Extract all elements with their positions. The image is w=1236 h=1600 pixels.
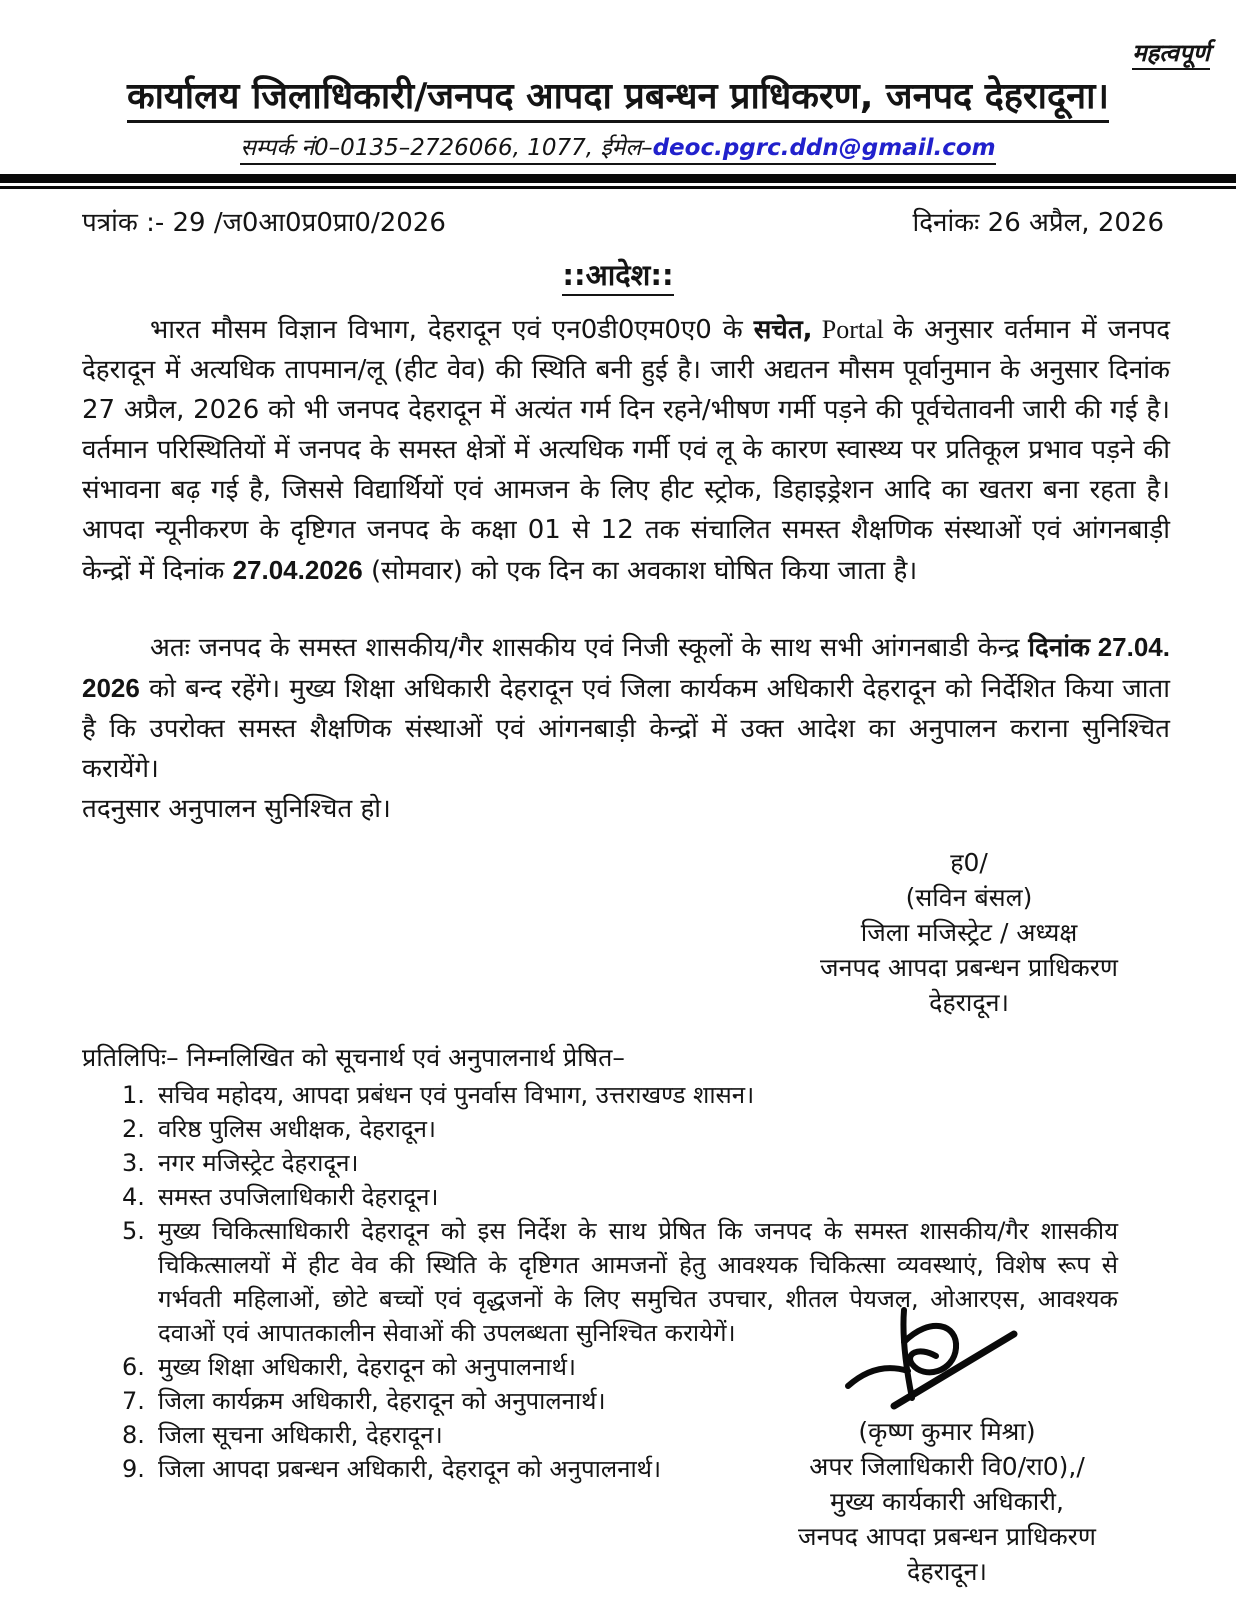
signature-line: ह0/ [950,848,988,878]
copy-distribution-section [82,1040,1170,1587]
email-link[interactable]: deoc.pgrc.ddn@gmail.com [652,135,996,162]
para1-bold-word: सचेत, [753,315,813,346]
meta-row [0,189,1236,239]
letter-date: दिनांकः 26 अप्रैल, 2026 [912,208,1164,239]
signature-line: जनपद आपदा प्रबन्धन प्राधिकरण [798,1522,1096,1552]
page-title-text: कार्यालय जिलाधिकारी/जनपद आपदा प्रबन्धन प्राधिकरण, जनपद देहरादूना। [127,76,1109,123]
signature-line: देहरादून। [929,988,1009,1018]
signature-line: जिला मजिस्ट्रेट / अध्यक्ष [860,918,1078,948]
para1-segment: के अनुसार वर्तमान में जनपद देहरादून में अत्यधिक तापमान/लू (हीट वेव) की स्थिति बनी हुई है। जारी अद्यतन मौसम पूर्वानुमान के अनुसार दिनांक 27 अप्रैल, 2026 को भी जनपद देहरादून में अत्यंत गर्म दिन रहने/भीषण गर्मी पड़ने की पूर्वचेतावनी जारी की गई है। वर्तमान परिस्थितियों में जनपद के समस्त क्षेत्रों में अत्यधिक गर्मी एवं लू के कारण स्वास्थ्य पर प्रतिकूल प्रभाव पड़ने की संभावना बढ़ गई है, जिससे विद्यार्थियों एवं आमजन के लिए हीट स्ट्रोक, डिहाइड्रेशन आदि का खतरा बना रहता है। आपदा न्यूनीकरण के दृष्टिगत जनपद के कक्षा 01 से 12 तक संचालित समस्त शैक्षणिक संस्थाओं एवं आंगनबाड़ी केन्द्रों में दिनांक [82,315,1170,587]
para1-portal-word: Portal [812,315,894,345]
copy-item-number: 2. [122,1115,145,1144]
copy-item-text: मुख्य शिक्षा अधिकारी, देहरादून को अनुपालनार्थ। [158,1353,577,1382]
copy-list-item [122,1112,1170,1146]
signature-line: (सविन बंसल) [905,883,1033,913]
signature-block-district-magistrate [820,845,1118,1020]
order-heading [0,255,1236,294]
signature-line: जनपद आपदा प्रबन्धन प्राधिकरण [820,953,1118,983]
copy-item-text: वरिष्ठ पुलिस अधीक्षक, देहरादून। [158,1115,437,1144]
order-heading-text: ::आदेश:: [562,258,673,296]
para1-segment: भारत मौसम विज्ञान विभाग, देहरादून एवं एन0डी0एम0ए0 के [150,315,754,346]
para1-segment: (सोमवार) को एक दिन का अवकाश घोषित किया जाता है। [362,556,918,587]
paragraph-closure-directive [82,627,1170,789]
copy-item-number: 9. [122,1455,145,1484]
signature-line: देहरादून। [907,1557,987,1587]
copy-item-number: 5. [122,1217,145,1246]
para1-holiday-date: 27.04.2026 [232,555,363,586]
copy-item-number: 1. [122,1081,145,1110]
signature-line: मुख्य कार्यकारी अधिकारी, [830,1487,1064,1517]
signature-line: (कृष्ण कुमार मिश्रा) [858,1417,1036,1447]
paragraph-heatwave-order [82,310,1170,591]
copy-item-number: 3. [122,1149,145,1178]
importance-tag [0,36,1236,69]
signature-block-ceo [782,1298,1112,1589]
copy-item-text: मुख्य चिकित्साधिकारी देहरादून को इस निर्देश के साथ प्रेषित कि जनपद के समस्त शासकीय/गैर शासकीय चिकित्सालयों में हीट वेव की स्थिति के दृष्टिगत आमजनों हेतु आवश्यक चिकित्सा व्यवस्थाएं, विशेष रूप से गर्भवती महिलाओं, छोटे बच्चों एवं वृद्धजनों के लिए समुचित उपचार, शीतल पेयजल, ओआरएस, आवश्यक दवाओं एवं आपातकालीन सेवाओं की उपलब्धता सुनिश्चित करायेगें। [158,1217,1118,1348]
paragraph-compliance-note: तदनुसार अनुपालन सुनिश्चित हो। [82,794,391,825]
copy-item-text: नगर मजिस्ट्रेट देहरादून। [158,1149,359,1178]
copy-item-number: 4. [122,1183,145,1212]
copy-item-number: 6. [122,1353,145,1382]
importance-tag-label: महत्वपूर्ण [1132,39,1210,70]
signature-line: अपर जिलाधिकारी वि0/रा0),/ [809,1452,1085,1482]
copy-list-item [122,1078,1170,1112]
letter-ref-number: पत्रांक :- 29 /ज0आ0प्र0प्रा0/2026 [82,208,446,239]
para2-segment: अतः जनपद के समस्त शासकीय/गैर शासकीय एवं निजी स्कूलों के साथ सभी आंगनबाडी केन्द्र [150,633,1029,664]
copy-item-text: जिला आपदा प्रबन्धन अधिकारी, देहरादून को अनुपालनार्थ। [158,1455,662,1484]
signature-lines-ceo [782,1414,1112,1589]
contact-line [0,130,1236,162]
contact-phone-text: सम्पर्क नं0–0135–2726066, 1077, [240,135,601,162]
para2-closure-date: दिनांक 27.04. 2026 [82,632,1170,704]
email-label: ईमेल– [600,135,653,162]
copy-item-text: समस्त उपजिलाधिकारी देहरादून। [158,1183,439,1212]
copy-item-text: सचिव महोदय, आपदा प्रबंधन एवं पुनर्वास विभाग, उत्तराखण्ड शासन। [158,1081,755,1110]
copy-item-text: जिला सूचना अधिकारी, देहरादून। [158,1421,443,1450]
copy-list-heading: प्रतिलिपिः– निम्नलिखित को सूचनार्थ एवं अनुपालनार्थ प्रेषित– [82,1043,625,1073]
copy-item-number: 7. [122,1387,145,1416]
copy-list-item [122,1146,1170,1180]
copy-list-item [122,1180,1170,1214]
copy-item-number: 8. [122,1421,145,1450]
page-title [30,75,1206,118]
copy-item-text: जिला कार्यक्रम अधिकारी, देहरादून को अनुपालनार्थ। [158,1387,606,1416]
handwritten-signature-icon [842,1298,1022,1410]
header-divider [0,174,1236,189]
para2-segment: को बन्द रहेंगे। मुख्य शिक्षा अधिकारी देहरादून एवं जिला कार्यकम अधिकारी देहरादून को निर्देशित किया जाता है कि उपरोक्त समस्त शैक्षणिक संस्थाओं एवं आंगनबाड़ी केन्द्रों में उक्त आदेश का अनुपालन कराना सुनिश्चित करायेंगे। [82,674,1170,785]
